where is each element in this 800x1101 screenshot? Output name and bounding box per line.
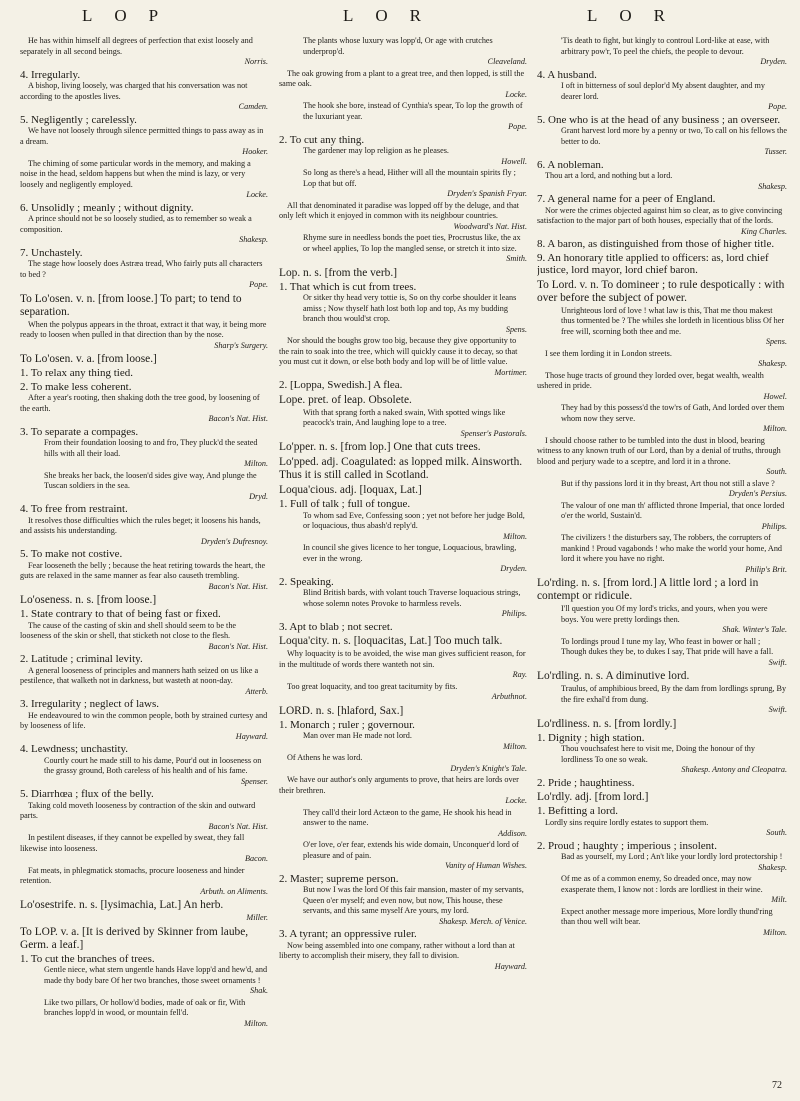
sense-definition: 1. That which is cut from trees. [279, 280, 417, 293]
sense-definition: 1. To relax any thing tied. [20, 367, 133, 379]
quotation: Fear looseneth the belly ; because the heat retiring towards the heart, the guts are relaxed in the same manner as fear also causeth trembling. [20, 560, 266, 580]
verse-quotation: Grant harvest lord more by a penny or two, To call on his fellows the better to do. [561, 126, 787, 146]
column-3 [537, 36, 787, 1086]
quotation: Thou art a lord, and nothing but a lord. [545, 171, 673, 180]
citation: Howel. [763, 391, 787, 401]
sense-definition: 2. Speaking. [279, 575, 334, 588]
citation: Milton. [244, 1018, 268, 1028]
headword-entry: To Lo'osen. v. n. [from loose.] To part; to tend to separation. [20, 292, 242, 318]
sense-definition: 6. Unsolidly ; meanly ; without dignity. [20, 201, 194, 214]
sense-definition: 4. A husband. [537, 68, 597, 81]
citation: Dryden's Spanish Fryar. [447, 189, 527, 198]
citation: Norris. [244, 57, 268, 66]
verse-quotation: The civilizers ! the disturbers say, The robbers, the corrupters of mankind ! Proud vagabonds ! who make the world your home, And lord it where you have no right. [561, 533, 783, 563]
verse-quotation: The plants whose luxury was lopp'd, Or age with crutches underprop'd. [303, 36, 493, 56]
verse-quotation: So long as there's a head, Hither will all the mountain spirits fly ; Lop that but off. [303, 168, 516, 188]
headword-entry: Lo'osestrife. n. s. [lysimachia, Lat.] An herb. [20, 899, 224, 911]
quotation: Fat meats, in phlegmatick stomachs, procure looseness and hinder retention. [20, 865, 245, 885]
sense-definition: 2. To make less coherent. [20, 380, 132, 393]
verse-quotation: The valour of one man th' afflicted throne Imperial, that once lorded o'er the world, Sustain'd. [561, 500, 785, 520]
running-header-center: LOR [343, 6, 443, 25]
sense-definition: 2. Proud ; haughty ; imperious ; insolent. [537, 839, 717, 852]
sense-definition: 3. Irregularity ; neglect of laws. [20, 698, 159, 710]
citation: Milt. [771, 895, 787, 904]
citation: Shakesp. Antony and Cleopatra. [681, 765, 787, 774]
verse-quotation: From their foundation loosing to and fro, They pluck'd the seated hills with all their load. [44, 438, 258, 458]
citation: Bacon's Nat. Hist. [208, 414, 268, 423]
citation: Bacon's Nat. Hist. [208, 821, 268, 831]
verse-quotation: But now I was the lord Of this fair mansion, master of my servants, Queen o'er myself; and even now, but now, This house, these servants, and this same myself Are yours, my lord. [303, 885, 524, 915]
headword-entry: Lo'pped. adj. Coagulated: as lopped milk. Ainsworth. Thus it is still called in Scotland. [279, 456, 523, 481]
quotation: A general looseness of principles and manners hath seized on us like a pestilence, that walketh not in darkness, but wasteth at noon-day. [20, 665, 259, 685]
citation: Sharp's Surgery. [214, 340, 268, 350]
verse-quotation: Unrighteous lord of love ! what law is this, That me thou makest thus tormented be ? The whiles she lordeth in licentious bliss Of her free will, scorning both thee and me. [561, 305, 785, 336]
quotation: All that denominated it paradise was lopped off by the deluge, and that only left which it enjoyed in common with its neighbour countries. [279, 200, 519, 220]
quotation: He has within himself all degrees of perfection that exist loosely and separately in all second beings. [20, 36, 253, 56]
citation: Bacon's Nat. Hist. [208, 581, 268, 591]
citation: Shakesp. Merch. of Venice. [439, 916, 527, 926]
quotation: A prince should not be so loosely studied, as to remember so weak a composition. [20, 214, 252, 234]
sense-definition: 4. Lewdness; unchastity. [20, 743, 129, 755]
quotation: We have our author's only arguments to prove, that heirs are lords over their brethren. [279, 775, 519, 795]
citation: Atterb. [245, 686, 268, 696]
quotation: The cause of the casting of skin and shell should seem to be the looseness of the skin or shell, that sticketh not close to the flesh. [20, 620, 237, 640]
verse-quotation: They call'd their lord Actæon to the game, He shook his head in answer to the name. [303, 807, 512, 827]
quotation: We have not loosely through silence permitted things to pass away as in a dream. [20, 126, 264, 146]
verse-quotation: I'll question you Of my lord's tricks, and yours, when you were boys. You were pretty lordings then. [561, 604, 768, 624]
verse-quotation: 'Tis death to fight, but kingly to controul Lord-like at ease, with arbitrary pow'r, To peel the chiefs, the people to devour. [561, 36, 770, 56]
citation: Shakesp. [758, 359, 787, 368]
citation: Shak. [250, 986, 268, 995]
citation: Tusser. [764, 147, 787, 156]
citation: Dryden's Knight's Tale. [450, 763, 527, 773]
sense-definition: 1. Befitting a lord. [537, 805, 618, 817]
citation: Hayward. [235, 731, 268, 741]
column-2 [279, 36, 527, 1086]
quotation: Why loquacity is to be avoided, the wise man gives sufficient reason, for in the multitude of words there wanteth not sin. [279, 649, 526, 669]
headword-entry: Loqua'city. n. s. [loquacitas, Lat.] Too much talk. [279, 635, 503, 647]
verse-quotation: Courtly court he made still to his dame, Pour'd out in looseness on the grassy ground, Both careless of his health and of his fame. [44, 755, 262, 775]
citation: Dryd. [249, 491, 268, 501]
citation: Swift. [768, 705, 787, 714]
sense-definition: 2. [Loppa, Swedish.] A flea. [279, 379, 403, 391]
headword-entry: Lop. n. s. [from the verb.] [279, 266, 397, 279]
verse-quotation: They had by this possess'd the tow'rs of Gath, And lorded over them whom now they serve. [561, 403, 785, 423]
sense-definition: 9. An honorary title applied to officers: as, lord chief justice, lord mayor, lord chief baron. [537, 251, 769, 276]
sense-definition: 7. A general name for a peer of England. [537, 193, 716, 205]
quotation: Of Athens he was lord. [287, 753, 363, 762]
citation: Locke. [505, 89, 527, 99]
quotation: Nor should the boughs grow too big, because they give opportunity to the rain to soak into the tree, which will quickly cause it to decay, so that you must cut it down, or else both body and lop will be of little value. [279, 336, 518, 366]
verse-quotation: The hook she bore, instead of Cynthia's spear, To lop the growth of the luxuriant year. [303, 101, 523, 121]
verse-quotation: Of me as of a common enemy, So dreaded once, may now exasperate them, I know not : lords are lordliest in their wine. [561, 874, 763, 894]
sense-definition: 3. A tyrant; an oppressive ruler. [279, 928, 417, 940]
sense-definition: 5. One who is at the head of any business ; an overseer. [537, 113, 781, 126]
sense-definition: 4. Irregularly. [20, 68, 81, 81]
citation: Bacon. [245, 854, 268, 863]
verse-quotation: Blind British bards, with volant touch Traverse loquacious strings, whose solemn notes Provoke to harmless revels. [303, 588, 521, 608]
verse-quotation: Bad as yourself, my Lord ; An't like your lordly lord protectorship ! [561, 852, 783, 861]
citation: Milton. [763, 927, 787, 937]
verse-quotation: O'er love, o'er fear, extends his wide domain, Unconquer'd lord of pleasure and of pain. [303, 840, 519, 860]
citation: Shakesp. [758, 181, 787, 191]
headword-entry: Lo'rding. n. s. [from lord.] A little lord ; a lord in contempt or ridicule. [537, 577, 759, 602]
running-header-left: LOP [82, 6, 181, 25]
citation: Locke. [246, 190, 268, 199]
citation: Milton. [503, 741, 527, 751]
quotation: I should choose rather to be tumbled into the dust in blood, bearing witness to any known truth of our Lord, than by a denial of truths, through blood and perjury wade to a sceptre, and lord it in a throne. [537, 435, 781, 466]
headword-entry: LORD. n. s. [hlaford, Sax.] [279, 704, 404, 717]
citation: Dryden. [500, 564, 527, 573]
citation: Pope. [768, 102, 787, 111]
citation: Shak. Winter's Tale. [722, 625, 787, 634]
verse-quotation: Or sitker thy head very tottie is, So on thy corbe shoulder it leans amiss ; Now thyself hath lost both lop and top, As my budding branch thou would'st crop. [303, 293, 517, 323]
verse-quotation: Gentle niece, what stern ungentle hands Have lopp'd and hew'd, and made thy body bare Of her two branches, those sweet ornaments ! [44, 965, 268, 985]
quotation: I see them lording it in London streets. [545, 348, 672, 358]
sense-definition: 2. To cut any thing. [279, 133, 365, 146]
citation: Bacon's Nat. Hist. [208, 641, 268, 651]
citation: Locke. [505, 796, 527, 805]
verse-quotation: Traulus, of amphibious breed, By the dam from lordlings sprung, By the fire exhal'd from dung. [561, 684, 787, 704]
citation: Pope. [508, 122, 527, 131]
citation: Milton. [503, 531, 527, 541]
quotation: Now being assembled into one company, rather without a lord than at liberty to accomplish their misery, they fall to division. [279, 940, 515, 960]
verse-quotation: Like two pillars, Or hollow'd bodies, made of oak or fir, With branches lopp'd in wood, or mountain fell'd. [44, 997, 246, 1017]
running-header-right: LOR [587, 6, 687, 25]
headword-entry: Lo'rdliness. n. s. [from lordly.] [537, 717, 677, 730]
verse-quotation: Expect another message more imperious, More lordly thund'ring than thou well wilt bear. [561, 906, 773, 926]
citation: Addison. [498, 828, 527, 838]
sense-definition: 6. A nobleman. [537, 158, 604, 171]
citation: Philips. [501, 609, 527, 618]
sense-definition: 1. To cut the branches of trees. [20, 952, 155, 965]
headword-entry: To Lo'osen. v. a. [from loose.] [20, 353, 157, 365]
citation: Dryden's Persius. [728, 489, 787, 498]
quotation: When the polypus appears in the throat, extract it that way, it being more ready to loosen when pulled in that direction than by the nose. [20, 319, 267, 339]
verse-quotation: She breaks her back, the loosen'd sides give way, And plunge the Tuscan soldiers in the sea. [44, 470, 257, 490]
headword-entry: To LOP. v. a. [It is derived by Skinner from laube, Germ. a leaf.] [20, 925, 249, 951]
citation: Spenser. [240, 776, 268, 786]
verse-quotation: To lordings proud I tune my lay, Who feast in bower or hall ; Though dukes they be, to dukes I say, That pride will have a fall. [561, 636, 774, 656]
citation: Howell. [501, 156, 527, 166]
sense-definition: 8. A baron, as distinguished from those of higher title. [537, 238, 775, 250]
quotation: In pestilent diseases, if they cannot be expelled by sweat, they fall likewise into looseness. [20, 833, 245, 853]
quotation: Lordly sins require lordly estates to support them. [545, 817, 709, 827]
citation: Ray. [512, 670, 527, 679]
sense-definition: 1. Full of talk ; full of tongue. [279, 498, 411, 510]
quotation: Nor were the crimes objected against him so clear, as to give convincing satisfaction to the major part of both houses, especially that of the lords. [537, 205, 783, 225]
headword-entry: Lope. pret. of leap. Obsolete. [279, 393, 412, 406]
citation: Spenser's Pastorals. [460, 428, 527, 438]
verse-quotation: Man over man He made not lord. [303, 731, 412, 740]
headword-entry: Lo'pper. n. s. [from lop.] One that cuts trees. [279, 441, 481, 453]
citation: South. [766, 467, 787, 476]
citation: Shakesp. [758, 862, 787, 872]
citation: Dryden. [760, 57, 787, 66]
citation: Milton. [244, 459, 268, 468]
headword-entry: Lo'oseness. n. s. [from loose.] [20, 594, 157, 606]
sense-definition: 3. Apt to blab ; not secret. [279, 620, 393, 633]
citation: Smith. [506, 254, 527, 263]
citation: Dryden's Dufresnoy. [201, 536, 268, 546]
headword-entry: Loqua'cious. adj. [loquax, Lat.] [279, 484, 422, 496]
column-1 [20, 36, 268, 1086]
citation: Cleaveland. [487, 57, 527, 66]
citation: Pope. [249, 280, 268, 289]
sense-definition: 5. Negligently ; carelessly. [20, 113, 137, 126]
sense-definition: 7. Unchastely. [20, 246, 83, 259]
citation: Philips. [761, 521, 787, 531]
citation: Woodward's Nat. Hist. [453, 221, 527, 231]
citation: Vanity of Human Wishes. [445, 861, 527, 870]
sense-definition: 4. To free from restraint. [20, 503, 128, 515]
quotation: After a year's rooting, then shaking doth the tree good, by loosening of the earth. [20, 393, 260, 413]
citation: Shakesp. [239, 235, 268, 244]
quotation: A bishop, living loosely, was charged that his conversation was not according to the apostles lives. [20, 81, 248, 101]
citation: Hooker. [242, 147, 268, 156]
verse-quotation: But if thy passions lord it in thy breast, Art thou not still a slave ? [561, 478, 775, 488]
quotation: He endeavoured to win the common people, both by strained curtesy and by looseness of life. [20, 710, 268, 730]
citation: Mortimer. [494, 367, 527, 377]
sense-definition: 1. Monarch ; ruler ; governour. [279, 718, 415, 731]
quotation: The oak growing from a plant to a great tree, and then lopped, is still the same oak. [279, 68, 525, 88]
sense-definition: 2. Master; supreme person. [279, 872, 399, 885]
citation: Philip's Brit. [745, 564, 787, 574]
citation: Spens. [765, 337, 787, 346]
verse-quotation: Thou vouchsafest here to visit me, Doing the honour of thy lordliness To one so weak. [561, 744, 755, 764]
verse-quotation: The gardener may lop religion as he pleases. [303, 146, 449, 155]
quotation: The stage how loosely does Astræa tread, Who fairly puts all characters to bed ? [20, 259, 263, 279]
headword-entry: Lo'rdly. adj. [from lord.] [537, 791, 649, 803]
quotation: Those huge tracts of ground they lorded over, begat wealth, wealth ushered in pride. [537, 370, 764, 390]
citation: Spens. [505, 324, 527, 334]
citation: Arbuth. on Aliments. [200, 886, 268, 896]
citation: Milton. [763, 424, 787, 433]
sense-definition: 5. To make not costive. [20, 548, 123, 560]
sense-definition: 1. Dignity ; high station. [537, 731, 645, 744]
citation: King Charles. [741, 226, 787, 236]
page-number: 72 [772, 1080, 782, 1091]
quotation: Taking cold moveth looseness by contraction of the skin and outward parts. [20, 800, 256, 820]
verse-quotation: To whom sad Eve, Confessing soon ; yet not before her judge Bold, or loquacious, thus abash'd reply'd. [303, 510, 525, 530]
verse-quotation: Rhyme sure in needless bonds the poet ties, Procrustus like, the ax or wheel applies, To lop the mangled sense, or stretch it into size. [303, 233, 521, 253]
sense-definition: 3. To separate a compages. [20, 425, 139, 438]
sense-definition: 2. Latitude ; criminal levity. [20, 653, 143, 665]
citation: Arbuthnot. [491, 692, 527, 701]
sense-definition: 1. State contrary to that of being fast or fixed. [20, 608, 221, 620]
citation: Miller. [246, 913, 268, 922]
sense-definition: 5. Diarrhœa ; flux of the belly. [20, 788, 154, 800]
quotation: It resolves those difficulties which the rules beget; it loosens his hands, and assists his understanding. [20, 515, 261, 535]
quotation: Too great loquacity, and too great taciturnity by fits. [287, 681, 458, 691]
verse-quotation: In council she gives licence to her tongue, Loquacious, brawling, ever in the wrong. [303, 543, 517, 563]
verse-quotation: I oft in bitterness of soul deplor'd My absent daughter, and my dearer lord. [561, 81, 765, 101]
quotation: The chiming of some particular words in the memory, and making a noise in the head, seldom happens but when the mind is lazy, or very loosely and negligently employed. [20, 158, 251, 189]
citation: Swift. [768, 657, 787, 667]
verse-quotation: With that sprang forth a naked swain, With spotted wings like peacock's train, And laughing lope to a tree. [303, 407, 506, 427]
sense-definition: 2. Pride ; haughtiness. [537, 776, 635, 789]
citation: South. [766, 828, 787, 837]
citation: Camden. [238, 102, 268, 111]
citation: Hayward. [494, 961, 527, 971]
headword-entry: Lo'rdling. n. s. A diminutive lord. [537, 670, 690, 682]
headword-entry: To Lord. v. n. To domineer ; to rule despotically : with over before the subject of power. [537, 278, 785, 304]
